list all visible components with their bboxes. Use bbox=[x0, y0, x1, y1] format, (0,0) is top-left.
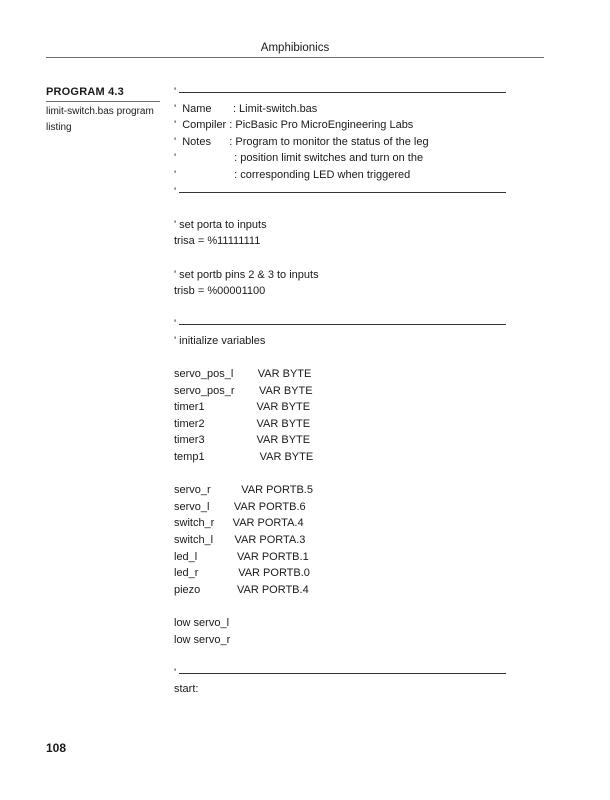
header-divider bbox=[46, 57, 544, 58]
code-line: low servo_r bbox=[174, 633, 231, 646]
code-line: trisb = %00001100 bbox=[174, 285, 266, 298]
code-line: servo_l VAR PORTB.6 bbox=[174, 500, 306, 513]
running-head: Amphibionics bbox=[260, 42, 330, 54]
code-line: led_l VAR PORTB.1 bbox=[174, 550, 309, 563]
code-blank-line bbox=[174, 250, 510, 267]
page-number: 108 bbox=[46, 741, 67, 755]
code-blank-line bbox=[174, 466, 510, 483]
code-line: timer1 VAR BYTE bbox=[174, 401, 311, 414]
code-line: low servo_l bbox=[174, 617, 230, 629]
program-caption: limit-switch.bas program listing bbox=[46, 106, 154, 133]
program-label: PROGRAM 4.3 bbox=[46, 86, 124, 98]
code-blank-line bbox=[174, 598, 510, 615]
code-rule-line: ' bbox=[174, 316, 510, 333]
code-line: servo_r VAR PORTB.5 bbox=[174, 484, 313, 497]
code-line: trisa = %11111111 bbox=[174, 235, 261, 248]
code-line: ' set portb pins 2 & 3 to inputs bbox=[174, 268, 319, 281]
code-listing bbox=[174, 84, 510, 698]
code-line: ' Name : Limit-switch.bas bbox=[174, 102, 318, 115]
code-line: ' set porta to inputs bbox=[174, 218, 267, 231]
code-blank-line bbox=[174, 350, 510, 367]
code-blank-line bbox=[174, 648, 510, 665]
code-blank-line bbox=[174, 300, 510, 317]
code-line: timer2 VAR BYTE bbox=[174, 417, 311, 430]
code-line: temp1 VAR BYTE bbox=[174, 451, 314, 464]
code-line: ' Compiler : PicBasic Pro MicroEngineering Labs bbox=[174, 119, 414, 132]
code-rule-line: ' bbox=[174, 84, 510, 101]
code-blank-line bbox=[174, 200, 510, 217]
code-line: ' : position limit switches and turn on the bbox=[174, 152, 424, 165]
code-line: ' initialize variables bbox=[174, 334, 266, 347]
program-label-divider bbox=[46, 101, 160, 102]
code-line: switch_l VAR PORTA.3 bbox=[174, 534, 306, 547]
code-line: ' Notes : Program to monitor the status of the leg bbox=[174, 135, 429, 148]
code-line: piezo VAR PORTB.4 bbox=[174, 583, 309, 596]
code-line: servo_pos_l VAR BYTE bbox=[174, 368, 312, 381]
code-rule-line: ' bbox=[174, 665, 510, 682]
code-rule-line: ' bbox=[174, 184, 510, 201]
code-line: switch_r VAR PORTA.4 bbox=[174, 517, 304, 530]
code-line: led_r VAR PORTB.0 bbox=[174, 567, 310, 580]
code-line: ' : corresponding LED when triggered bbox=[174, 168, 411, 181]
code-line: servo_pos_r VAR BYTE bbox=[174, 384, 313, 397]
code-line: timer3 VAR BYTE bbox=[174, 434, 311, 447]
code-line: start: bbox=[174, 683, 199, 696]
